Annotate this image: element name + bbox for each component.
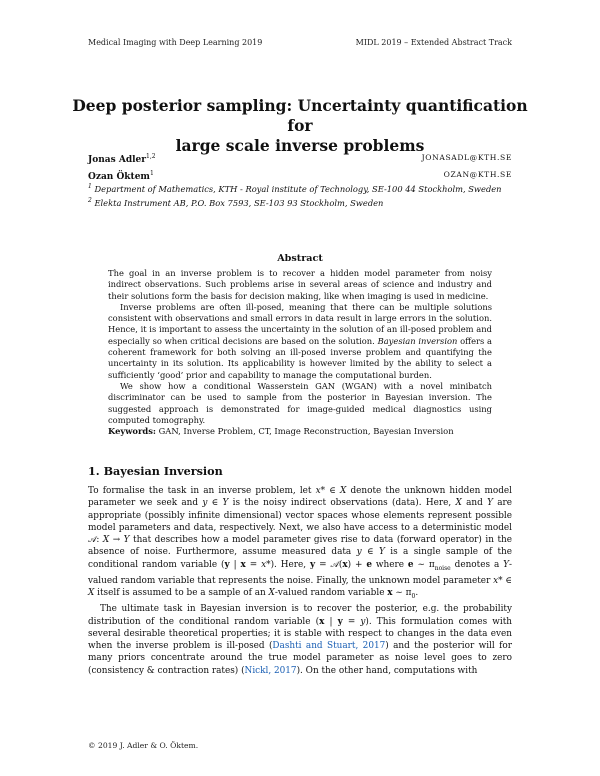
abstract-heading: Abstract	[277, 253, 323, 264]
citation-link[interactable]: Dashti and Stuart, 2017	[272, 641, 386, 652]
running-header	[88, 38, 512, 47]
body-paragraph: To formalise the task in an inverse problem, let x* ∈ X denote the unknown hidden model parameter we seek and y ∈ Y is the noisy indirect observations (data). Here, X and Y are appropriate (possibly infinite dimensional) vector spaces whose elements represent possible model parameters and data, respectively. Next, we also have access to a deterministic model 𝒜: X → Y that describes how a model parameter gives rise to data (forward operator) in the absence of noise. Furthermore, assume measured data y ∈ Y is a single sample of the conditional random variable (y | x = x*). Here, y = 𝒜(x) + e where e ∼ $\pi_{noise}$ denotes a Y-valued random variable that represents the noise. Finally, the unknown model parameter x* ∈ X itself is assumed to be a sample of an X-valued random variable x ∼ $\pi_0$.	[88, 486, 513, 600]
citation-link[interactable]: Nickl, 2017	[244, 665, 297, 676]
abstract-paragraph: Inverse problems are often ill-posed, meaning that there can be multiple solutions consistent with observations and small errors in data result in large errors in the solution. Hence, it is important to assess the uncertainty in the solution of an ill-posed problem and especially so when critical decisions are based on the solution. Bayesian inversion offers a coherent framework for both solving an ill-posed inverse problem and quantifying the uncertainty in its solution. Its applicability is however limited by the ability to select a sufficiently ‘good’ prior and capability to manage the computational burden.	[108, 301, 493, 380]
author-email[interactable]: OZAN@KTH.SE	[443, 170, 512, 179]
header-track: MIDL 2019 – Extended Abstract Track	[355, 38, 512, 47]
author-name: Ozan Öktem$^1$	[88, 170, 154, 182]
author-row	[88, 153, 512, 165]
abstract-paragraph: We show how a conditional Wasserstein GAN (WGAN) with a novel minibatch discriminator can be used to sample from the posterior in Bayesian inversion. The suggested approach is demonstrated for image-guided medical diagnostics using computed tomography.	[108, 380, 492, 425]
title-line-2: large scale inverse problems	[175, 136, 425, 155]
body-paragraph: The ultimate task in Bayesian inversion is to recover the posterior, e.g. the probability distribution of the conditional random variable (x | y = y). This formulation comes with several desirable theoretical properties; it is stable with respect to changes in the data even when the inverse problem is ill-posed (Dashti and Stuart, 2017) and the posterior will for many priors concentrate around the true model parameter as noise level goes to zero (consistency & contraction rates) (Nickl, 2017). On the other hand, computations with	[88, 604, 512, 676]
keywords: Keywords: GAN, Inverse Problem, CT, Image Reconstruction, Bayesian Inversion	[108, 426, 454, 437]
paper-title	[60, 96, 540, 156]
author-name: Jonas Adler$^{1,2}$	[88, 153, 156, 165]
section-heading: 1. Bayesian Inversion	[88, 464, 223, 478]
title-line-1: Deep posterior sampling: Uncertainty quantification for	[72, 96, 528, 135]
copyright-footer: © 2019 J. Adler & O. Öktem.	[88, 741, 199, 750]
author-email[interactable]: JONASADL@KTH.SE	[421, 153, 512, 162]
author-row	[88, 170, 512, 182]
abstract-paragraph: The goal in an inverse problem is to recover a hidden model parameter from noisy indirect observations. Such problems arise in several areas of science and industry and their solutions form the basis for decision making, like when imaging is used in medicine.	[108, 268, 492, 301]
affiliation: $^1$ Department of Mathematics, KTH - Royal institute of Technology, SE-100 44 Stockholm, Sweden	[88, 183, 502, 194]
section-body	[88, 485, 512, 677]
abstract-body	[108, 268, 492, 437]
header-venue: Medical Imaging with Deep Learning 2019	[88, 38, 263, 47]
affiliation: $^2$ Elekta Instrument AB, P.O. Box 7593, SE-103 93 Stockholm, Sweden	[88, 197, 384, 208]
